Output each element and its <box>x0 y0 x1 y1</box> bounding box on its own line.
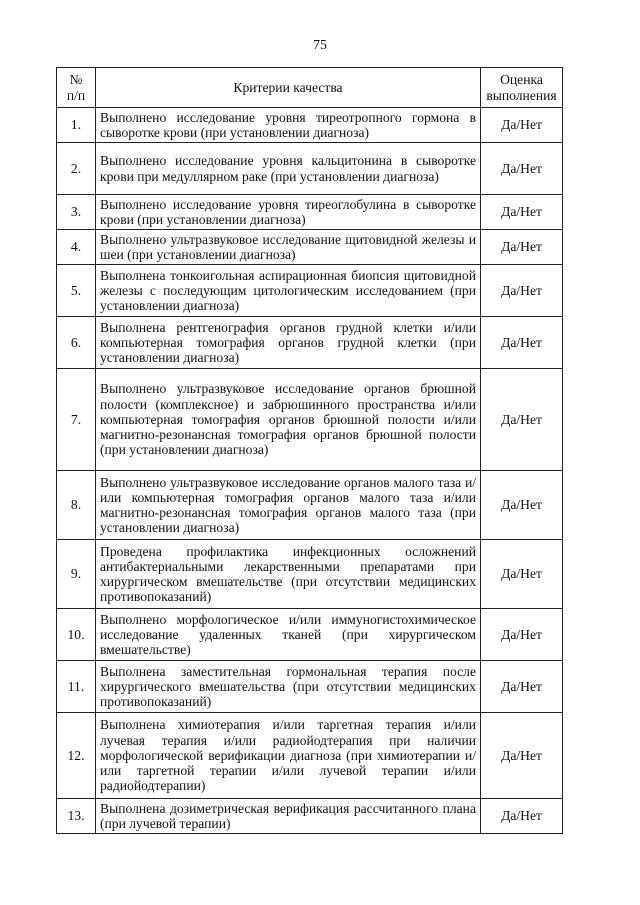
row-evaluation: Да/Нет <box>481 799 563 834</box>
header-number-line2: п/п <box>66 87 86 103</box>
table-row <box>57 799 563 834</box>
row-criteria: Выполнена химиотерапия и/или таргетная терапия и/или лучевая терапия и/или радиойодтерапия при наличии морфологической верификации диагноза (при химиотерапии и/или таргетной терапии и/или лучевой терапии и/или радиойодтерапии) <box>96 713 481 799</box>
row-criteria: Выполнено ультразвуковое исследование органов брюшной полости (комплексное) и забрюшинного пространства и/или компьютерная томография органов брюшной полости и/или магнитно-резонансная томография органов брюшной полости (при установлении диагноза) <box>96 369 481 471</box>
header-evaluation-line2: выполнения <box>486 87 557 103</box>
header-number-line1: № <box>69 72 83 88</box>
table-row <box>57 471 563 540</box>
quality-criteria-table <box>56 67 563 834</box>
row-criteria: Проведена профилактика инфекционных осложнений антибактериальными лекарственными препаратами при хирургическом вмешательстве (при отсутствии медицинских противопоказаний) <box>96 540 481 609</box>
row-evaluation: Да/Нет <box>481 317 563 369</box>
table-row <box>57 317 563 369</box>
table-row <box>57 609 563 661</box>
row-number: 2. <box>57 143 96 195</box>
row-criteria: Выполнено исследование уровня кальцитонина в сыворотке крови при медуллярном раке (при установлении диагноза) <box>96 143 481 195</box>
row-evaluation: Да/Нет <box>481 143 563 195</box>
row-criteria: Выполнена заместительная гормональная терапия после хирургического вмешательства (при отсутствии медицинских противопоказаний) <box>96 661 481 713</box>
table-row <box>57 661 563 713</box>
page-number: 75 <box>313 38 327 53</box>
row-evaluation: Да/Нет <box>481 661 563 713</box>
row-number: 10. <box>57 609 96 661</box>
row-number: 3. <box>57 195 96 230</box>
row-number: 9. <box>57 540 96 609</box>
row-evaluation: Да/Нет <box>481 471 563 540</box>
table-row <box>57 108 563 143</box>
row-evaluation: Да/Нет <box>481 195 563 230</box>
table-row <box>57 230 563 265</box>
row-number: 6. <box>57 317 96 369</box>
row-criteria: Выполнена рентгенография органов грудной клетки и/или компьютерная томография органов грудной клетки (при установлении диагноза) <box>96 317 481 369</box>
row-evaluation: Да/Нет <box>481 265 563 317</box>
table-header-row <box>57 68 563 108</box>
header-evaluation-line1: Оценка <box>500 72 543 88</box>
row-number: 12. <box>57 713 96 799</box>
table-row <box>57 143 563 195</box>
table-row <box>57 369 563 471</box>
row-evaluation: Да/Нет <box>481 369 563 471</box>
row-criteria: Выполнено морфологическое и/или иммуногистохимическое исследование удаленных тканей (при хирургическом вмешательстве) <box>96 609 481 661</box>
row-evaluation: Да/Нет <box>481 230 563 265</box>
table-row <box>57 265 563 317</box>
row-number: 13. <box>57 799 96 834</box>
table-row <box>57 195 563 230</box>
row-evaluation: Да/Нет <box>481 540 563 609</box>
row-evaluation: Да/Нет <box>481 713 563 799</box>
row-number: 5. <box>57 265 96 317</box>
row-criteria: Выполнено ультразвуковое исследование щитовидной железы и шеи (при установлении диагноза) <box>96 230 481 265</box>
header-evaluation <box>481 68 563 108</box>
table-row <box>57 540 563 609</box>
row-number: 7. <box>57 369 96 471</box>
row-evaluation: Да/Нет <box>481 609 563 661</box>
row-criteria: Выполнена дозиметрическая верификация рассчитанного плана (при лучевой терапии) <box>96 799 481 834</box>
row-criteria: Выполнено ультразвуковое исследование органов малого таза и/или компьютерная томография органов малого таза и/или магнитно-резонансная томография органов малого таза (при установлении диагноза) <box>96 471 481 540</box>
row-criteria: Выполнена тонкоигольная аспирационная биопсия щитовидной железы с последующим цитологическим исследованием (при установлении диагноза) <box>96 265 481 317</box>
header-number <box>57 68 96 108</box>
row-criteria: Выполнено исследование уровня тиреотропного гормона в сыворотке крови (при установлении диагноза) <box>96 108 481 143</box>
row-number: 11. <box>57 661 96 713</box>
row-evaluation: Да/Нет <box>481 108 563 143</box>
table-row <box>57 713 563 799</box>
header-criteria: Критерии качества <box>96 68 481 108</box>
row-number: 1. <box>57 108 96 143</box>
row-number: 8. <box>57 471 96 540</box>
row-number: 4. <box>57 230 96 265</box>
row-criteria: Выполнено исследование уровня тиреоглобулина в сыворотке крови (при установлении диагноза) <box>96 195 481 230</box>
